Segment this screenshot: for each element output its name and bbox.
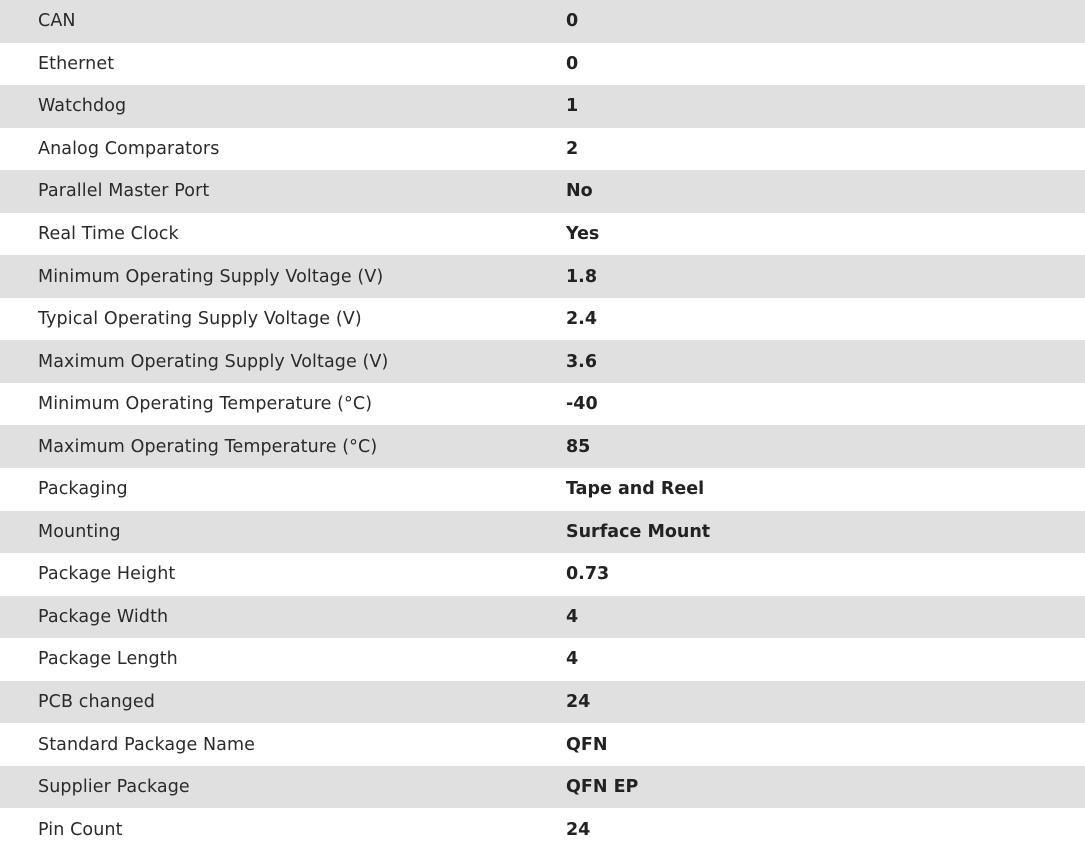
spec-label: PCB changed — [38, 692, 155, 713]
spec-value: 24 — [566, 819, 591, 840]
spec-row-standard-package-name — [0, 723, 1085, 766]
spec-row-can — [0, 0, 1085, 43]
spec-label: Package Width — [38, 606, 169, 627]
spec-row-pcb-changed — [0, 681, 1085, 724]
spec-label: Maximum Operating Temperature (°C) — [38, 436, 378, 457]
spec-row-package-length — [0, 638, 1085, 681]
spec-label: Supplier Package — [38, 777, 190, 798]
spec-label: Mounting — [38, 521, 121, 542]
spec-label: Maximum Operating Supply Voltage (V) — [38, 351, 389, 372]
spec-label: Package Length — [38, 649, 178, 670]
spec-label: Pin Count — [38, 819, 123, 840]
spec-value: 0 — [566, 11, 579, 32]
spec-value: No — [566, 181, 593, 202]
spec-value: QFN — [566, 734, 608, 755]
spec-value: 0 — [566, 53, 579, 74]
spec-label: Typical Operating Supply Voltage (V) — [38, 309, 362, 330]
spec-value: QFN EP — [566, 777, 639, 798]
spec-row-parallel-master-port — [0, 170, 1085, 213]
spec-value: 4 — [566, 606, 579, 627]
spec-row-watchdog — [0, 85, 1085, 128]
spec-row-pin-count — [0, 808, 1085, 851]
spec-value: 24 — [566, 692, 591, 713]
spec-row-max-supply-voltage — [0, 340, 1085, 383]
spec-label: Package Height — [38, 564, 176, 585]
spec-row-typ-supply-voltage — [0, 298, 1085, 341]
spec-label: Minimum Operating Supply Voltage (V) — [38, 266, 384, 287]
spec-label: Packaging — [38, 479, 128, 500]
spec-value: 85 — [566, 436, 591, 457]
spec-value: Surface Mount — [566, 521, 711, 542]
spec-row-mounting — [0, 511, 1085, 554]
spec-row-package-width — [0, 596, 1085, 639]
spec-value: 1 — [566, 96, 579, 117]
spec-value: 1.8 — [566, 266, 598, 287]
spec-label: Ethernet — [38, 53, 115, 74]
spec-value: 3.6 — [566, 351, 598, 372]
spec-value: 4 — [566, 649, 579, 670]
spec-row-min-temperature — [0, 383, 1085, 426]
spec-label: Parallel Master Port — [38, 181, 210, 202]
spec-label: Minimum Operating Temperature (°C) — [38, 394, 373, 415]
spec-label: Analog Comparators — [38, 138, 220, 159]
spec-row-packaging — [0, 468, 1085, 511]
spec-row-supplier-package — [0, 766, 1085, 809]
spec-value: 2 — [566, 138, 579, 159]
spec-row-max-temperature — [0, 425, 1085, 468]
spec-value: Tape and Reel — [566, 479, 705, 500]
spec-row-min-supply-voltage — [0, 255, 1085, 298]
spec-value: 2.4 — [566, 309, 598, 330]
spec-row-package-height — [0, 553, 1085, 596]
spec-row-real-time-clock — [0, 213, 1085, 256]
spec-label: CAN — [38, 11, 76, 32]
spec-row-ethernet — [0, 43, 1085, 86]
spec-label: Watchdog — [38, 96, 127, 117]
spec-value: Yes — [566, 224, 600, 244]
spec-value: 0.73 — [566, 564, 610, 585]
spec-label: Real Time Clock — [38, 224, 179, 244]
spec-row-analog-comparators — [0, 128, 1085, 171]
spec-value: -40 — [566, 394, 598, 415]
spec-label: Standard Package Name — [38, 734, 256, 755]
